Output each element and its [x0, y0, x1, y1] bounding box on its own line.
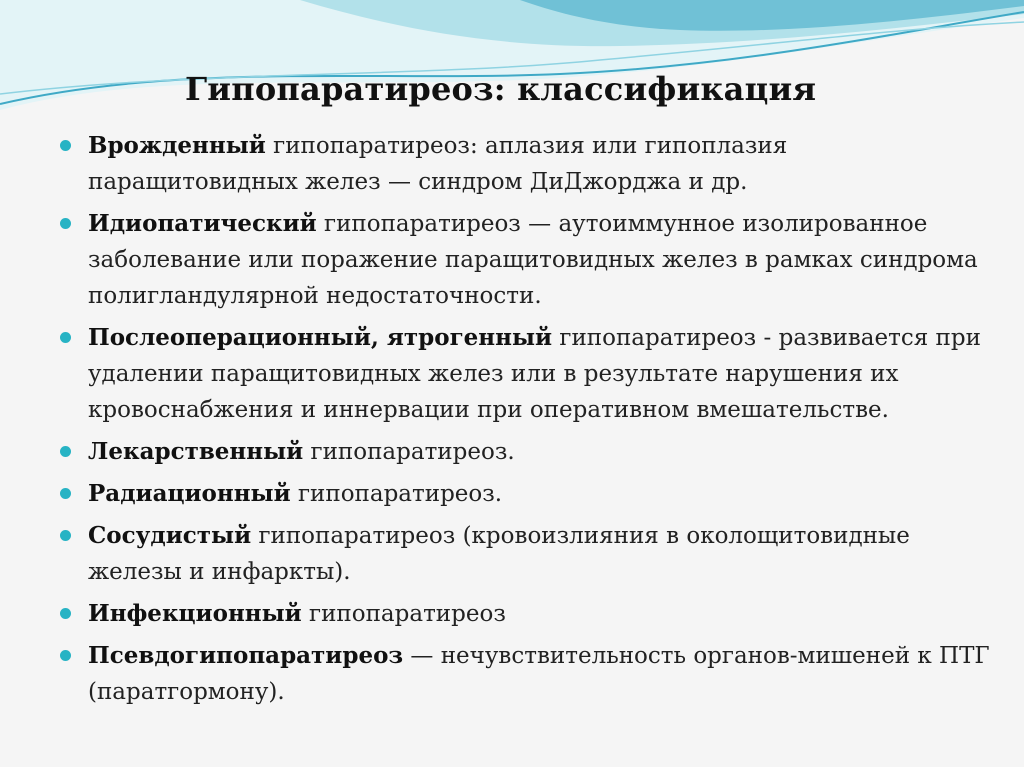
- item-text: гипопаратиреоз (кровоизлияния в околощитовидные железы и инфаркты).: [88, 523, 910, 585]
- bullet-icon: [60, 446, 71, 457]
- bullet-icon: [60, 650, 71, 661]
- bullet-icon: [60, 488, 71, 499]
- header-wave-decoration: [0, 0, 1024, 130]
- list-item: [60, 320, 990, 428]
- item-term: Лекарственный: [88, 438, 304, 465]
- item-term: Послеоперационный, ятрогенный: [88, 324, 553, 351]
- item-text: гипопаратиреоз: аплазия или гипоплазия паращитовидных желез — синдром ДиДжорджа и др.: [88, 133, 788, 195]
- bullet-icon: [60, 608, 71, 619]
- list-item: [60, 518, 990, 590]
- item-term: Сосудистый: [88, 522, 252, 549]
- list-item: [60, 638, 990, 710]
- bullet-icon: [60, 332, 71, 343]
- list-item: [60, 476, 990, 512]
- item-term: Псевдогипопаратиреоз: [88, 642, 404, 669]
- bullet-icon: [60, 530, 71, 541]
- item-text: гипопаратиреоз: [301, 601, 506, 627]
- bullet-icon: [60, 140, 71, 151]
- item-text: гипопаратиреоз — аутоиммунное изолированное заболевание или поражение паращитовидных желез в рамках синдрома полигландулярной недостаточности.: [88, 211, 978, 309]
- list-item: [60, 596, 990, 632]
- list-item: [60, 128, 990, 200]
- page-title: Гипопаратиреоз: классификация: [185, 70, 817, 108]
- bullet-icon: [60, 218, 71, 229]
- item-term: Радиационный: [88, 480, 291, 507]
- list-item: [60, 434, 990, 470]
- item-term: Врожденный: [88, 132, 266, 159]
- list-item: [60, 206, 990, 314]
- item-text: гипопаратиреоз.: [303, 439, 515, 465]
- item-text: гипопаратиреоз - развивается при удалении паращитовидных желез или в результате нарушения их кровоснабжения и иннервации при оперативном вмешательстве.: [88, 325, 981, 423]
- item-text: гипопаратиреоз.: [290, 481, 503, 507]
- item-term: Инфекционный: [88, 600, 302, 627]
- item-text: — нечувствительность органов-мишеней к ПТГ (паратгормону).: [88, 643, 990, 705]
- classification-list: [60, 128, 990, 716]
- item-term: Идиопатический: [88, 210, 317, 237]
